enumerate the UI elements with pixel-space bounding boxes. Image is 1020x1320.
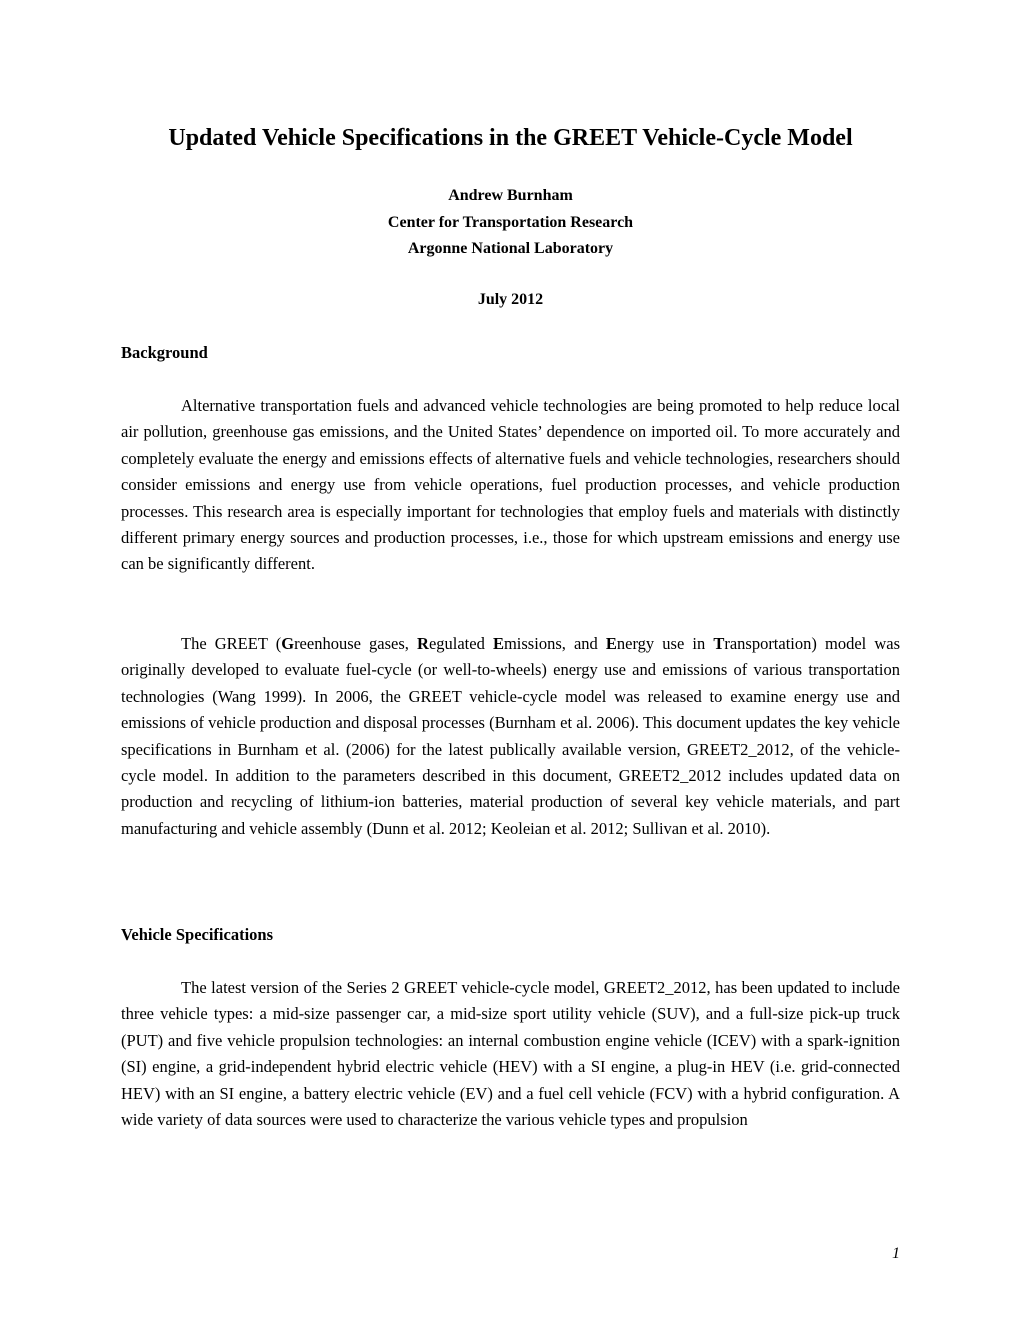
- document-title: Updated Vehicle Specifications in the GREET Vehicle-Cycle Model: [168, 125, 853, 151]
- acronym-letter-e1: E: [492, 634, 504, 653]
- acronym-letter-g: G: [281, 634, 295, 653]
- acronym-rest-e2: nergy use in: [616, 634, 714, 653]
- acronym-letter-r: R: [417, 634, 429, 653]
- section-heading-background: Background: [121, 343, 208, 362]
- greet-paragraph-rest: ransportation) model was originally developed to evaluate fuel-cycle (or well-to-wheels) energy use and emissions of various transportation technologies (Wang 1999). In 2006, the GREET vehicle-cycle model was released to examine energy use and emissions of vehicle production and disposal processes (Burnham et al. 2006). This document updates the key vehicle specifications in Burnham et al. (2006) for the latest publically available version, GREET2_2012, of the vehicle-cycle model. In addition to the parameters described in this document, GREET2_2012 includes updated data on production and recycling of lithium-ion batteries, material production of several key vehicle materials, and part manufacturing and vehicle assembly (Dunn et al. 2012; Keoleian et al. 2012; Sullivan et al. 2010).: [121, 634, 900, 838]
- acronym-rest-g: reenhouse gases,: [294, 634, 418, 653]
- background-paragraph-2: [121, 631, 900, 842]
- author-block: [121, 183, 900, 263]
- section-heading-vehicle-specifications: Vehicle Specifications: [121, 925, 274, 944]
- acronym-letter-e2: E: [605, 634, 617, 653]
- vehicle-specs-paragraph-1: The latest version of the Series 2 GREET vehicle-cycle model, GREET2_2012, has been updated to include three vehicle types: a mid-size passenger car, a mid-size sport utility vehicle (SUV), and a full-size pick-up truck (PUT) and five vehicle propulsion technologies: an internal combustion engine vehicle (ICEV) with a spark-ignition (SI) engine, a grid-independent hybrid electric vehicle (HEV) with a SI engine, a plug-in HEV (i.e. grid-connected HEV) with an SI engine, a battery electric vehicle (EV) and a fuel cell vehicle (FCV) with a hybrid configuration. A wide variety of data sources were used to characterize the various vehicle types and propulsion: [121, 978, 900, 1130]
- acronym-rest-e1: missions, and: [503, 634, 606, 653]
- acronym-letter-t: T: [713, 634, 725, 653]
- author-organization: Argonne National Laboratory: [407, 240, 614, 257]
- publication-date: July 2012: [477, 291, 544, 308]
- greet-intro-text: The GREET (: [181, 634, 282, 653]
- author-department: Center for Transportation Research: [387, 213, 634, 231]
- background-paragraph-1: Alternative transportation fuels and advanced vehicle technologies are being promoted to help reduce local air pollution, greenhouse gas emissions, and the United States’ dependence on imported oil. To more accurately and completely evaluate the energy and emissions effects of alternative fuels and vehicle technologies, researchers should consider emissions and energy use from vehicle operations, fuel production processes, and vehicle production processes. This research area is especially important for technologies that employ fuels and materials with distinctly different primary energy sources and production processes, i.e., those for which upstream emissions and energy use can be significantly different.: [121, 396, 900, 574]
- author-name: Andrew Burnham: [448, 187, 573, 204]
- page-number: 1: [892, 1245, 900, 1262]
- acronym-rest-r: egulated: [428, 634, 493, 653]
